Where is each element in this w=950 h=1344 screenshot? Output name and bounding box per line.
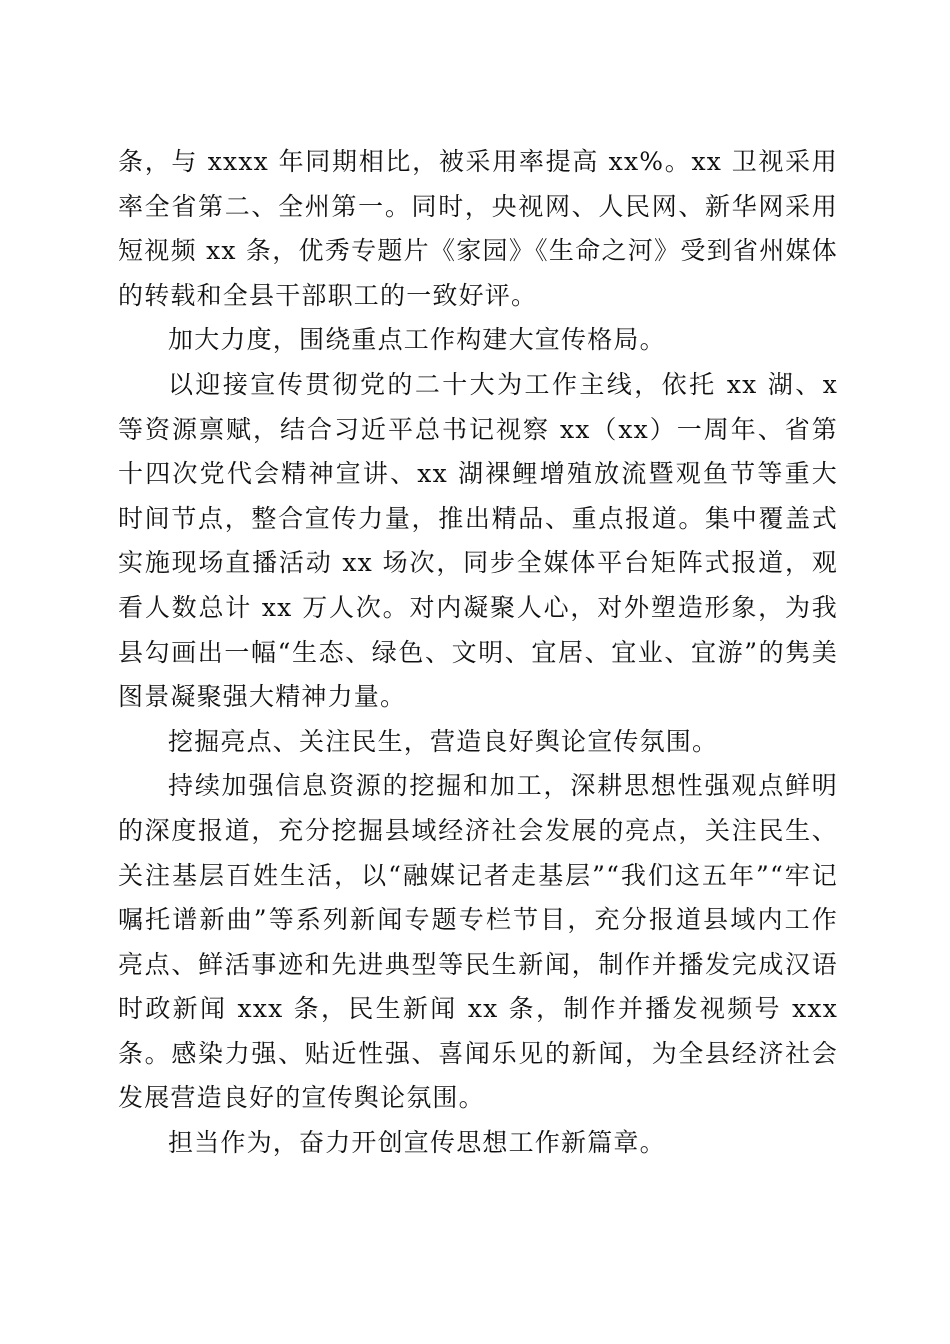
paragraph-public-opinion: 持续加强信息资源的挖掘和加工，深耕思想性强观点鲜明的深度报道，充分挖掘县域经济社会发展的亮点，关注民生、关注基层百姓生活，以“融媒记者走基层”“我们这五年”“牢记嘱托谱新曲”等系列新闻专题专栏节目，充分报道县域内工作亮点、鲜活事迹和先进典型等民生新闻，制作并播发完成汉语时政新闻 xxx 条，民生新闻 xx 条，制作并播发视频号 xxx 条。感染力强、贴近性强、喜闻乐见的新闻，为全县经济社会发展营造良好的宣传舆论氛围。 (118, 771, 838, 1113)
section-heading-public-opinion: 挖掘亮点、关注民生，营造良好舆论宣传氛围。 (168, 726, 719, 756)
section-heading-new-chapter: 担当作为，奋力开创宣传思想工作新篇章。 (168, 1128, 666, 1158)
paragraph-continuation: 条，与 xxxx 年同期相比，被采用率提高 xx%。xx 卫视采用率全省第二、全州第一。同时，央视网、人民网、新华网采用短视频 xx 条，优秀专题片《家园》《生命之河》受到省州媒体的转载和全县干部职工的一致好评。 (118, 147, 838, 310)
section-heading-publicity-pattern: 加大力度，围绕重点工作构建大宣传格局。 (168, 325, 666, 355)
paragraph-publicity-pattern: 以迎接宣传贯彻党的二十大为工作主线，依托 xx 湖、x 等资源禀赋，结合习近平总书记视察 xx（xx）一周年、省第十四次党代会精神宣讲、xx 湖裸鲤增殖放流暨观鱼节等重大时间节点，整合宣传力量，推出精品、重点报道。集中覆盖式实施现场直播活动 xx 场次，同步全媒体平台矩阵式报道，观看人数总计 xx 万人次。对内凝聚人心，对外塑造形象，为我县勾画出一幅“生态、绿色、文明、宜居、宜业、宜游”的隽美图景凝聚强大精神力量。 (118, 369, 838, 712)
document-page (118, 140, 838, 1166)
